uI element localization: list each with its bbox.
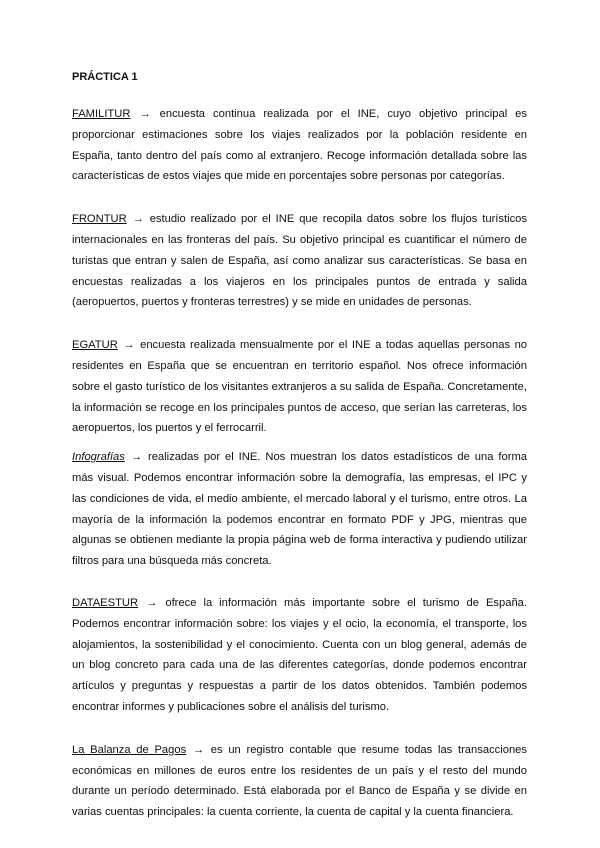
paragraph-dataestur <box>72 593 527 718</box>
term-egatur: EGATUR <box>72 339 118 352</box>
arrow-icon: → <box>139 108 151 120</box>
page-title: PRÁCTICA 1 <box>72 71 138 83</box>
term-frontur: FRONTUR <box>72 213 127 226</box>
term-balanza-de-pagos: La Balanza de Pagos <box>72 743 187 756</box>
paragraph-familitur <box>72 104 527 187</box>
term-dataestur: DATAESTUR <box>72 596 139 609</box>
paragraph-text: estudio realizado por el INE que recopila datos sobre los flujos turísticos internacionales en las fronteras del país. Su objetivo principal es cuantificar el número de turistas que entran y salen de España, así como analizar sus características. Se basa en encuestas realizadas a los viajeros en los principales puntos de entrada y salida (aeropuertos, puertos y fronteras terrestres) y se mide en unidades de personas. <box>72 213 527 309</box>
paragraph-text: encuesta realizada mensualmente por el INE a todas aquellas personas no residentes en España que se encuentran en territorio español. Nos ofrece información sobre el gasto turístico de los visitantes extranjeros a su salida de España. Concretamente, la información se recoge en los principales puntos de acceso, que serían las carreteras, los aeropuertos, los puertos y el ferrocarril. <box>72 339 528 435</box>
arrow-icon: → <box>132 213 144 226</box>
paragraph-balanza-de-pagos <box>72 740 527 823</box>
arrow-icon: → <box>192 743 205 756</box>
term-familitur: FAMILITUR <box>72 108 131 120</box>
arrow-icon: → <box>130 451 143 464</box>
paragraph-text: encuesta continua realizada por el INE, cuyo objetivo principal es proporcionar estimaciones sobre los viajes realizados por la población residente en España, tanto dentro del país como al extranjero. Recoge información detallada sobre las características de estos viajes que mide en porcentajes sobre personas por categorías. <box>72 108 527 183</box>
term-infografias: Infografías <box>72 451 125 464</box>
paragraph-frontur <box>72 209 527 313</box>
arrow-icon: → <box>146 596 158 609</box>
paragraph-text: ofrece la información más importante sobre el turismo de España. Podemos encontrar información sobre: los viajes y el ocio, la economía, el transporte, los alojamientos, la sostenibilidad y el conocimiento. Cuenta con un blog general, además de un blog concreto para cada una de las diferentes categorías, donde podemos encontrar artículos y preguntas y respuestas a partir de los datos obtenidos. También podemos encontrar informes y publicaciones sobre el análisis del turismo. <box>72 596 528 713</box>
paragraph-text: realizadas por el INE. Nos muestran los datos estadísticos de una forma más visual. Podemos encontrar información sobre la demografía, las empresas, el IPC y las condiciones de vida, el medio ambiente, el mercado laboral y el turismo, entre otros. La mayoría de la información la podemos encontrar en formato PDF y JPG, mientras que algunas se obtienen mediante la propia página web de forma interactiva y pudiendo utilizar filtros para una búsqueda más concreta. <box>72 451 527 568</box>
paragraph-text: es un registro contable que resume todas las transacciones económicas en millones de euros entre los residentes de un país y el resto del mundo durante un período determinado. Está elaborada por el Banco de España y se divide en varias cuentas principales: la cuenta corriente, la cuenta de capital y la cuenta financiera. <box>72 743 527 819</box>
arrow-icon: → <box>123 339 135 352</box>
paragraph-egatur <box>72 335 527 439</box>
paragraph-infografias <box>72 447 527 572</box>
